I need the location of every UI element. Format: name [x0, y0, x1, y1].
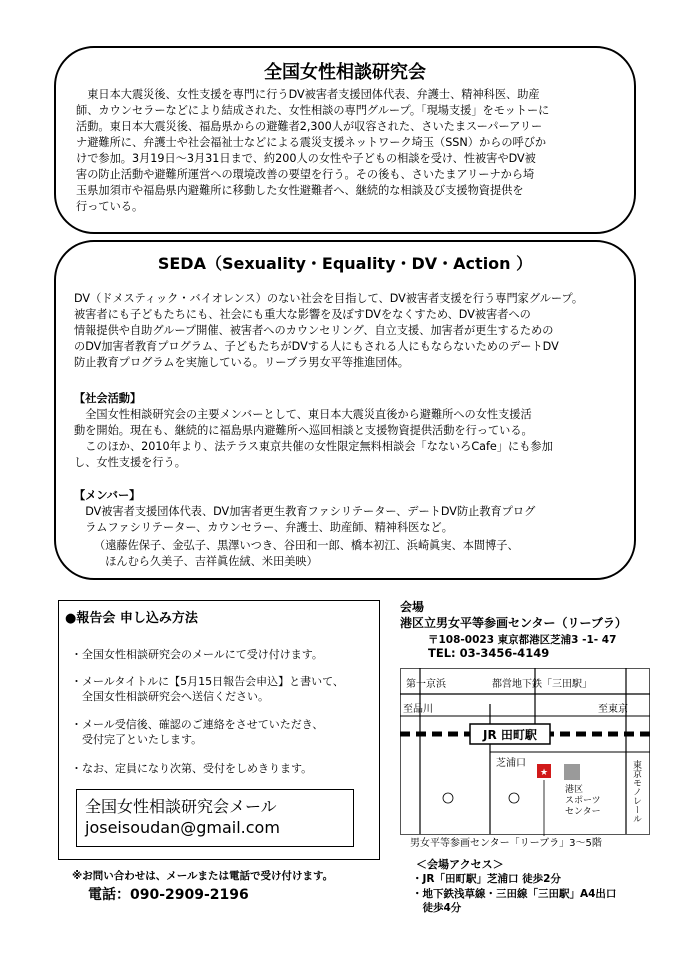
- registration-item-2: ・メールタイトルに【5月15日報告会申込】と書いて、 全国女性相談研究会へ送信ください。: [71, 675, 344, 703]
- sports-center-line3: センター: [565, 807, 601, 817]
- map-caption: 男女平等参画センター「リーブラ」3～5階: [410, 838, 602, 848]
- org2-intro: DV（ドメスティック・バイオレンス）のない社会を目指して、DV被害者支援を行う専門家グループ。 被害者にも子どもたちにも、社会にも重大な影響を及ぼすDVをなくすため、DV被害者への 情報提供や自助グループ開催、被害者へのカウンセリング、自立支援、加害者が更生するための のDV加害者教育プログラム、子どもたちがDVする人にもされる人にもならないためのデートDV 防止教育プログラムを実施している。リーブラ男女平等推進団体。: [74, 292, 584, 369]
- map-to-shinagawa: 至品川: [403, 704, 433, 715]
- venue-marker-star-icon: ★: [539, 768, 549, 778]
- sports-center-line2: スポーツ: [565, 796, 601, 806]
- sports-center-block: [564, 764, 580, 780]
- map-monorail: 東京モノレール: [631, 760, 641, 823]
- inquiry-note: ※お問い合わせは、メールまたは電話で受け付けます。: [72, 870, 334, 882]
- email-address[interactable]: joseisoudan@gmail.com: [85, 818, 280, 837]
- access-item-1: ・JR「田町駅」芝浦口 徒歩2分: [412, 873, 561, 885]
- org2-title: SEDA（Sexuality・Equality・DV・Action ）: [157, 254, 533, 273]
- org1-body: 東日本大震災後、女性支援を専門に行うDV被害者支援団体代表、弁護士、精神科医、助産 師、カウンセラーなどにより結成された、女性相談の専門グループ。「現場支援」をモットーに 活動。東日本大震災後、福島県からの避難者2,300人が収容された、さいたまスーパーアリー ナ避難所に、弁護士や社会福祉士などによる震災支援ネットワーク埼玉（SSN）からの呼びか けで参加。3月19日～3月31日まで、約200人の女性や子どもの相談を受け、性被害やDV被 害の防止活動や避難所運営への環境改善の要望を行う。その後も、さいたまアリーナから埼 玉県加須市や福島県内避難所に移動した女性避難者へ、継続的な相談及び支援物資提供を 行っている。: [76, 88, 550, 213]
- jr-station-label: JR 田町駅: [483, 728, 537, 742]
- venue-tel: TEL: 03-3456-4149: [428, 646, 550, 660]
- registration-item-4: ・なお、定員になり次第、受付をしめきります。: [71, 762, 313, 775]
- members-names: （遠藤佐保子、金弘子、黒澤いつき、谷田和一郎、橋本初江、浜崎眞実、本間博子、 ほんむら久美子、吉祥眞佐絨、米田美映）: [94, 539, 519, 568]
- registration-item-3: ・メール受信後、確認のご連絡をさせていただき、 受付完了といたします。: [71, 718, 324, 746]
- map-daiichi-keihin: 第一京浜: [406, 679, 446, 690]
- email-label: 全国女性相談研究会メール: [85, 797, 277, 816]
- venue-label: 会場: [400, 600, 425, 614]
- venue-map: [400, 668, 650, 848]
- access-heading: ＜会場アクセス＞: [416, 858, 504, 871]
- venue-address: 〒108-0023 東京都港区芝浦3 -1- 47: [428, 634, 617, 646]
- org2-panel: [54, 240, 636, 580]
- phone-number[interactable]: 電話：090-2909-2196: [88, 887, 249, 903]
- registration-panel: [58, 600, 380, 860]
- members-heading: 【メンバー】: [74, 489, 141, 502]
- social-heading: 【社会活動】: [74, 392, 142, 405]
- access-item-2: ・地下鉄浅草線・三田線「三田駅」A4出口 徒歩4分: [412, 888, 617, 914]
- map-subway: 都営地下鉄「三田駅」: [492, 679, 592, 690]
- social-body: 全国女性相談研究会の主要メンバーとして、東日本大震災直後から避難所への女性支援活 動を開始。現在も、継続的に福島県内避難所へ巡回相談と支援物資提供活動を行っている。 このほか、2010年より、法テラス東京共催の女性限定無料相談会「なないろCafe」にも参加 し、女性支援を行う。: [74, 408, 553, 469]
- venue-name: 港区立男女平等参画センター（リーブラ）: [400, 616, 627, 630]
- map-shibaura-exit: 芝浦口: [496, 758, 526, 769]
- sports-center-line1: 港区: [565, 785, 584, 795]
- org1-panel: [54, 46, 636, 234]
- registration-item-1: ・全国女性相談研究会のメールにて受け付けます。: [71, 648, 323, 661]
- members-body: DV被害者支援団体代表、DV加害者更生教育ファシリテーター、デートDV防止教育プログ ラムファシリテーター、カウンセラー、弁護士、助産師、精神科医など。: [85, 505, 536, 534]
- org1-title: 全国女性相談研究会: [264, 62, 426, 83]
- email-box: [76, 789, 354, 847]
- registration-heading: ●報告会 申し込み方法: [65, 611, 198, 626]
- map-to-tokyo: 至東京: [598, 704, 628, 715]
